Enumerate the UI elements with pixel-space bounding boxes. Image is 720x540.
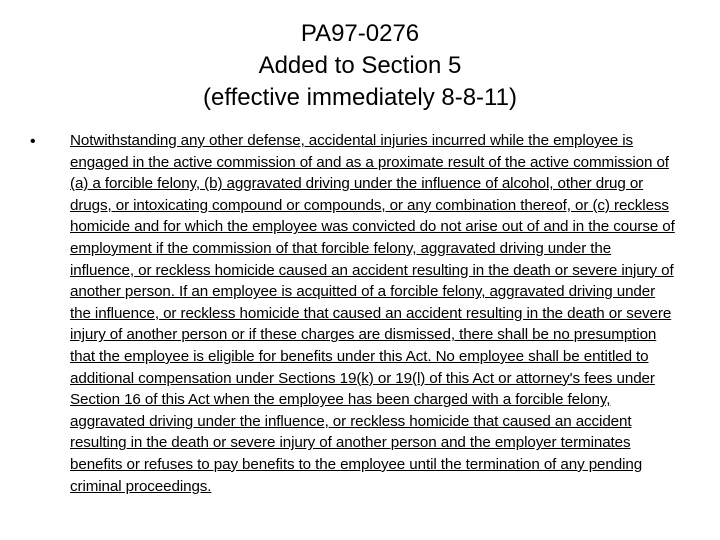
bullet-icon: • — [30, 133, 36, 150]
title-line-2: Added to Section 5 — [258, 52, 462, 79]
title-line-1: PA97-0276 — [300, 20, 420, 47]
body-paragraph: Notwithstanding any other defense, accidental injuries incurred while the employee is engaged in the active commission of and as a proximate result of the active commission of (a) a forcible felony, (b) aggravated driving under the influence of alcohol, other drug or drugs, or intoxicating compound or compounds, or any combination thereof, or (c) reckless homicide and for which the employee was convicted do not arise out of and in the course of employment if the commission of that forcible felony, aggravated driving under the influence, or reckless homicide caused an accident resulting in the death or severe injury of another person. If an employee is acquitted of a forcible felony, aggravated driving under the influence, or reckless homicide that caused an accident resulting in the death or severe injury of another person or if these charges are dismissed, there shall be no presumption that the employee is eligible for benefits under this Act. No employee shall be entitled to additional compensation under Sections 19(k) or 19(l) of this Act or attorney's fees under Section 16 of this Act when the employee has been charged with a forcible felony, aggravated driving under the influence, or reckless homicide that caused an accident resulting in the death or severe injury of another person and the employer terminates benefits or refuses to pay benefits to the employee until the termination of any pending criminal proceedings. — [70, 132, 675, 495]
title-line-3: (effective immediately 8-8-11) — [203, 84, 517, 111]
slide-title — [0, 18, 720, 114]
